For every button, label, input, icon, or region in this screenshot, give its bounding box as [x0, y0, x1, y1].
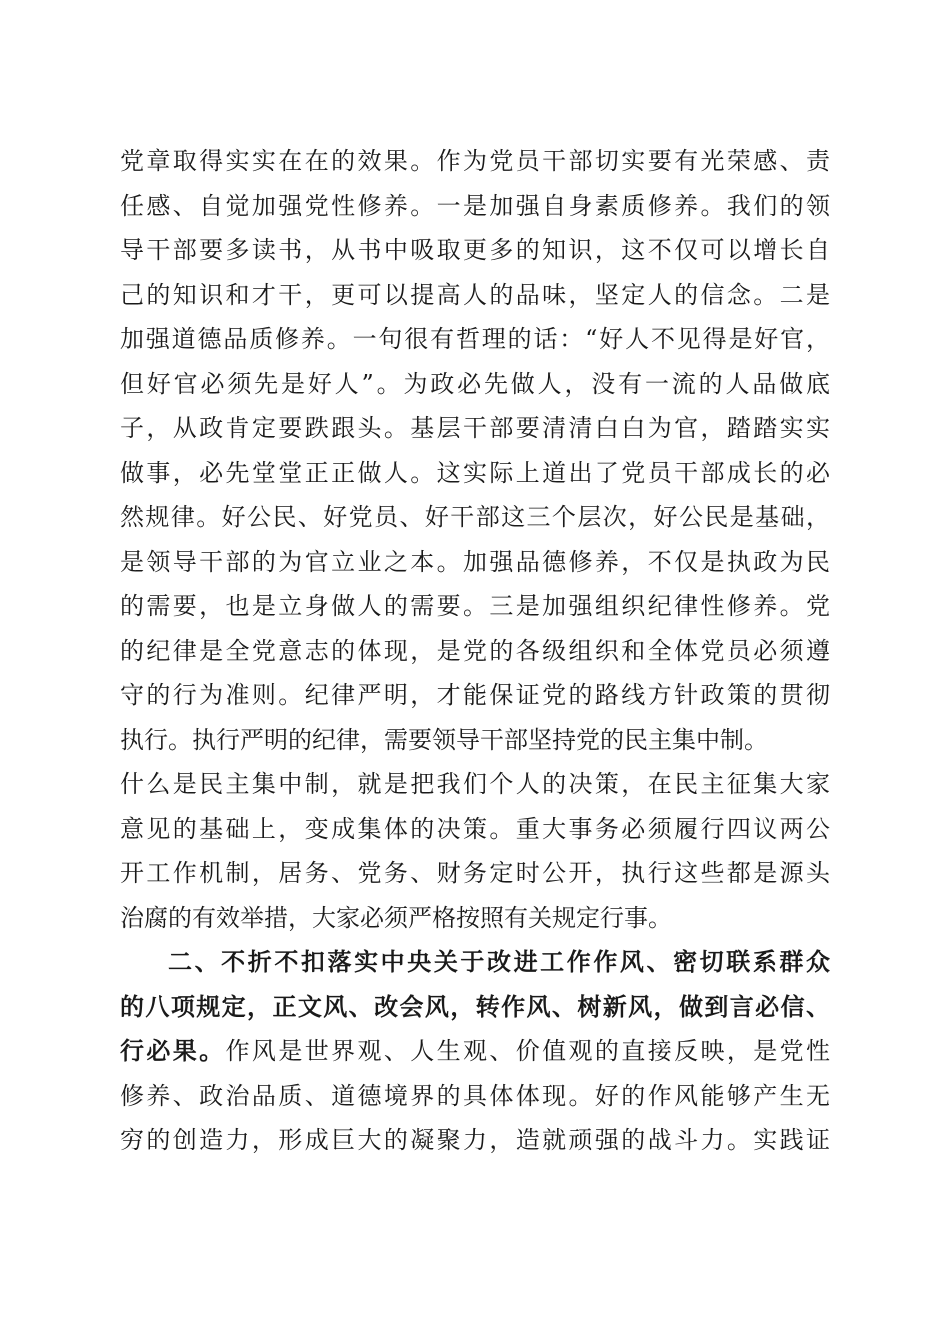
text-line: 穷的创造力，形成巨大的凝聚力，造就顽强的战斗力。实践证: [120, 1126, 830, 1154]
text-line: 的纪律是全党意志的体现，是党的各级组织和全体党员必须遵: [120, 636, 830, 665]
text-line: 什么是民主集中制，就是把我们个人的决策，在民主征集大家: [120, 770, 830, 798]
paragraph-text: 作风是世界观、人生观、价值观的直接反映，是党性: [225, 1037, 831, 1065]
text-line: 守的行为准则。纪律严明，才能保证党的路线方针政策的贯彻: [120, 681, 830, 709]
text-line: 导干部要多读书，从书中吸取更多的知识，这不仅可以增长自: [120, 236, 830, 264]
text-line: 然规律。好公民、好党员、好干部这三个层次，好公民是基础，: [120, 503, 830, 531]
section-heading-line: 的八项规定，正文风、改会风，转作风、树新风，做到言必信、: [120, 992, 830, 1021]
text-line: 做事，必先堂堂正正做人。这实际上道出了党员干部成长的必: [120, 458, 830, 487]
text-line: 但好官必须先是好人”。为政必先做人，没有一流的人品做底: [120, 369, 830, 398]
text-line: 执行。执行严明的纪律，需要领导干部坚持党的民主集中制。: [120, 725, 768, 754]
text-line: 开工作机制，居务、党务、财务定时公开，执行这些都是源头: [120, 859, 830, 887]
body-text: [120, 139, 830, 1163]
text-line: 意见的基础上，变成集体的决策。重大事务必须履行四议两公: [120, 814, 830, 843]
section-heading-line: 二、不折不扣落实中央关于改进工作作风、密切联系群众: [168, 948, 830, 976]
text-line: 党章取得实实在在的效果。作为党员干部切实要有光荣感、责: [120, 147, 830, 175]
text-line: 子，从政肯定要跌跟头。基层干部要清清白白为官，踏踏实实: [120, 414, 830, 442]
section-heading-end: 行必果。: [120, 1037, 226, 1065]
text-line: 修养、政治品质、道德境界的具体体现。好的作风能够产生无: [120, 1081, 830, 1110]
text-line: 的需要，也是立身做人的需要。三是加强组织纪律性修养。党: [120, 592, 830, 620]
text-line: 任感、自觉加强党性修养。一是加强自身素质修养。我们的领: [120, 191, 830, 220]
text-line: [120, 1029, 830, 1074]
text-line: 治腐的有效举措，大家必须严格按照有关规定行事。: [120, 903, 672, 932]
text-line: 己的知识和才干，更可以提高人的品味，坚定人的信念。二是: [120, 280, 830, 309]
text-line: 是领导干部的为官立业之本。加强品德修养，不仅是执政为民: [120, 547, 830, 576]
text-line: 加强道德品质修养。一句很有哲理的话：“好人不见得是好官，: [120, 325, 830, 353]
